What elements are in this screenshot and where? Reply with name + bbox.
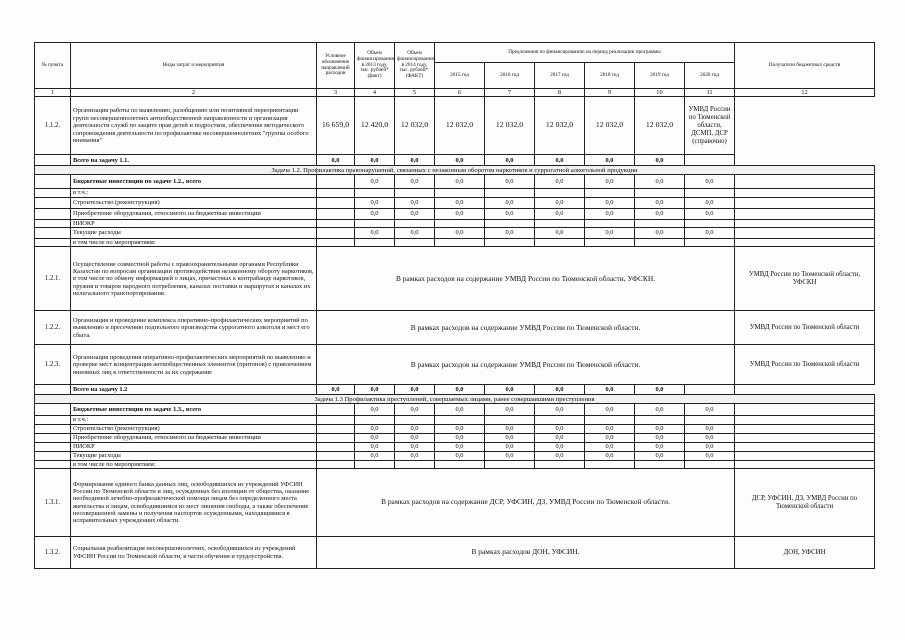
value-cell: 0,0: [635, 424, 685, 433]
invest-row-1-2: [35, 175, 875, 189]
value-cell: 0,0: [635, 433, 685, 442]
value-cell: 0,0: [485, 385, 535, 395]
index-cell: 4: [355, 89, 395, 97]
year-header: 2016 год: [485, 63, 535, 89]
invest-label: Бюджетные инвестиции по задаче 1.3., всего: [71, 404, 317, 416]
equipment-row-1-2: [35, 208, 875, 219]
value-cell: 0,0: [395, 228, 435, 239]
year-header: 2020 год: [685, 63, 735, 89]
niokr-label: НИОКР: [71, 219, 317, 227]
value-cell: 0,0: [585, 404, 635, 416]
value-cell: 0,0: [635, 197, 685, 208]
value-cell: 0,0: [395, 155, 435, 166]
row-text: Организация и проведение комплекса оперативно-профилактических мероприятий по выявлению и пресечению подпольного производства суррогатного алкоголя и мест его сбыта.: [71, 311, 317, 345]
table-row-1-2-3: [35, 345, 875, 385]
year-header: 2018 год: [585, 63, 635, 89]
table-row-1-1-2: [35, 97, 875, 155]
value-cell: 0,0: [355, 433, 395, 442]
value-cell: 0,0: [585, 228, 635, 239]
recipients-cell: ДСР, УФСИН, ДЗ, УМВД России по Тюменской области: [735, 469, 875, 537]
value-cell: 0,0: [585, 424, 635, 433]
value-cell: 0,0: [485, 197, 535, 208]
value-cell: 0,0: [535, 433, 585, 442]
span-note: В рамках расходов ДОН, УФСИН.: [317, 537, 735, 569]
value-cell: 0,0: [485, 155, 535, 166]
value-cell: 0,0: [395, 385, 435, 395]
table-row-1-3-1: [35, 469, 875, 537]
value-cell: 0,0: [355, 442, 395, 451]
value-cell: 0,0: [485, 208, 535, 219]
index-cell: 9: [585, 89, 635, 97]
value-cell: 0,0: [585, 175, 635, 189]
construction-row-1-2: [35, 197, 875, 208]
value-cell: 0,0: [395, 433, 435, 442]
value-cell: 0,0: [355, 228, 395, 239]
vtch-row-1-3: [35, 416, 875, 424]
col-name-header: Виды затрат и мероприятия: [71, 43, 317, 89]
value-cell: 0,0: [355, 155, 395, 166]
value-cell: 0,0: [395, 451, 435, 460]
value-cell: 0,0: [485, 433, 535, 442]
value-cell: 0,0: [435, 385, 485, 395]
recipients-cell: УМВД России по Тюменской области: [735, 311, 875, 345]
recipients-cell: УМВД России по Тюменской области, УФСКН: [735, 247, 875, 311]
value-cell: 0,0: [435, 175, 485, 189]
measures-row-1-2: [35, 239, 875, 247]
measures-row-1-3: [35, 460, 875, 468]
index-row: [35, 89, 875, 97]
header-row: [35, 43, 875, 63]
value-cell: 0,0: [685, 208, 735, 219]
recipients-cell: ДОН, УФСИН: [735, 537, 875, 569]
value-cell: 12 420,0: [355, 97, 395, 155]
span-note: В рамках расходов на содержание УМВД России по Тюменской области.: [317, 345, 735, 385]
value-cell: 0,0: [535, 175, 585, 189]
equipment-label: Приобретение оборудования, относимого на бюджетные инвестиции: [71, 208, 317, 219]
value-cell: 0,0: [355, 175, 395, 189]
row-number: 1.2.2.: [35, 311, 71, 345]
row-text: Осуществление совместной работы с правоохранительными органами Республики Казахстан по вопросам организации противодействия незаконному обороту наркотиков, в том числе по обмену информацией о лицах, причастных к контрабанде наркотиков, оружия и товаров народного потребления, каналах поставки и маршрутах и каналах их нелегального транспортирования.: [71, 247, 317, 311]
value-cell: 12 032,0: [435, 97, 485, 155]
span-note: В рамках расходов на содержание УМВД России по Тюменской области.: [317, 311, 735, 345]
col-recipients-header: Получатели бюджетных средств: [735, 43, 875, 89]
year-header: 2019 год: [635, 63, 685, 89]
index-cell: 5: [395, 89, 435, 97]
index-cell: 2: [71, 89, 317, 97]
value-cell: 0,0: [535, 197, 585, 208]
value-cell: 0,0: [435, 424, 485, 433]
value-cell: 0,0: [485, 451, 535, 460]
value-cell: 0,0: [435, 155, 485, 166]
value-cell: 0,0: [355, 424, 395, 433]
task-title: Задача 1.2. Профилактика правонарушений, связанных с незаконным оборотом наркотиков и суррогатной алкогольной продукции: [35, 166, 875, 175]
value-cell: 0,0: [685, 424, 735, 433]
value-cell: 0,0: [535, 155, 585, 166]
value-cell: 0,0: [485, 442, 535, 451]
row-text: Социальная реабилитация несовершеннолетних, освободившихся из учреждений УФСИН России по Тюменской области, в части обучения и трудоустройства.: [71, 537, 317, 569]
value-cell: 0,0: [395, 208, 435, 219]
current-label: Текущие расходы: [71, 228, 317, 239]
value-cell: 12 032,0: [485, 97, 535, 155]
row-number: 1.3.1.: [35, 469, 71, 537]
value-cell: 0,0: [535, 451, 585, 460]
value-cell: 0,0: [535, 404, 585, 416]
col-2013-header: Объем финансирования в 2013 году, тыс. рублей* (факт): [355, 43, 395, 89]
span-note: В рамках расходов на содержание УМВД России по Тюменской области, УФСКН.: [317, 247, 735, 311]
value-cell: 0,0: [685, 228, 735, 239]
index-cell: 8: [535, 89, 585, 97]
value-cell: 0,0: [317, 155, 355, 166]
value-cell: 0,0: [585, 155, 635, 166]
measures-label: в том числе по мероприятиям:: [71, 460, 317, 468]
value-cell: 0,0: [585, 385, 635, 395]
invest-row-1-3: [35, 404, 875, 416]
table-row-1-2-1: [35, 247, 875, 311]
value-cell: 0,0: [635, 451, 685, 460]
value-cell: 0,0: [685, 404, 735, 416]
vtch-row-1-2: [35, 189, 875, 197]
current-row-1-3: [35, 451, 875, 460]
value-cell: 0,0: [435, 208, 485, 219]
measures-label: в том числе по мероприятиям:: [71, 239, 317, 247]
value-cell: 0,0: [355, 385, 395, 395]
budget-table: [34, 42, 875, 569]
index-cell: 12: [735, 89, 875, 97]
value-cell: 0,0: [395, 197, 435, 208]
value-cell: 12 032,0: [585, 97, 635, 155]
value-cell: 0,0: [435, 197, 485, 208]
value-cell: 0,0: [435, 404, 485, 416]
value-cell: 0,0: [535, 424, 585, 433]
total-row-1-2: [35, 385, 875, 395]
span-note: В рамках расходов на содержание ДСР, УФСИН, ДЗ, УМВД России по Тюменской области.: [317, 469, 735, 537]
recipients-cell: УМВД России по Тюменской области: [735, 345, 875, 385]
index-cell: 11: [685, 89, 735, 97]
row-text: Организация проведения оперативно-профилактических мероприятий по выявлению и проверке мест концентрации антиобщественных элементов (притонов) с привлечением виновных лиц к ответственности за их содержание: [71, 345, 317, 385]
value-cell: 0,0: [435, 442, 485, 451]
value-cell: 12 032,0: [535, 97, 585, 155]
value-cell: 0,0: [355, 404, 395, 416]
value-cell: 0,0: [395, 442, 435, 451]
value-cell: 0,0: [355, 208, 395, 219]
year-header: 2015 год: [435, 63, 485, 89]
col-2014-header: Объем финансирования в 2014 году, тыс. рублей*. (ФАКТ): [395, 43, 435, 89]
vtch-label: в т.ч.:: [71, 189, 317, 197]
value-cell: 0,0: [485, 228, 535, 239]
value-cell: 0,0: [535, 442, 585, 451]
niokr-label: НИОКР: [71, 442, 317, 451]
value-cell: 0,0: [685, 175, 735, 189]
value-cell: 0,0: [585, 208, 635, 219]
recipients-cell: УМВД России по Тюменской области, ДСМП, ДСР (справочно): [685, 97, 735, 155]
total-row-1-1: [35, 155, 875, 166]
value-cell: 0,0: [585, 433, 635, 442]
value-cell: 0,0: [635, 228, 685, 239]
value-cell: 0,0: [685, 433, 735, 442]
value-cell: 0,0: [355, 451, 395, 460]
index-cell: 10: [635, 89, 685, 97]
construction-label: Строительство (реконструкция): [71, 424, 317, 433]
current-label: Текущие расходы: [71, 451, 317, 460]
col-num-header: № пункта: [35, 43, 71, 89]
value-cell: 0,0: [435, 433, 485, 442]
value-cell: 0,0: [685, 451, 735, 460]
equipment-label: Приобретение оборудования, относимого на бюджетные инвестиции: [71, 433, 317, 442]
index-cell: 7: [485, 89, 535, 97]
vtch-label: в т.ч.:: [71, 416, 317, 424]
value-cell: 0,0: [535, 228, 585, 239]
total-label: Всего на задачу 1.1.: [71, 155, 317, 166]
value-cell: 0,0: [535, 385, 585, 395]
col-code-header: Условное обозначение направлений расходов: [317, 43, 355, 89]
value-cell: 0,0: [635, 208, 685, 219]
value-cell: 0,0: [635, 404, 685, 416]
value-cell: 0,0: [485, 404, 535, 416]
value-cell: 0,0: [317, 385, 355, 395]
invest-label: Бюджетные инвестиции по задаче 1.2., всего: [71, 175, 317, 189]
construction-row-1-3: [35, 424, 875, 433]
equipment-row-1-3: [35, 433, 875, 442]
index-cell: 1: [35, 89, 71, 97]
row-number: 1.1.2.: [35, 97, 71, 155]
year-header: 2017 год: [535, 63, 585, 89]
row-number: 1.2.3.: [35, 345, 71, 385]
task-title: Задача 1.3 Профилактика преступлений, совершаемых лицами, ранее совершавшими преступления: [35, 395, 875, 404]
table-row-1-2-2: [35, 311, 875, 345]
task-heading-1-3: [35, 395, 875, 404]
index-cell: 3: [317, 89, 355, 97]
row-text: Формирование единого банка данных лиц, освободившихся из учреждений УФСИН России по Тюменской области и лиц, осужденных без изоляции от общества, оказание необходимой лечебно-профилактической помощи лицам без определенного места жительства и лицам, освободившимся из мест лишения свободы, а также обеспечение несовершенной замены и получения паспортов осужденными, находящимися в исправительных учреждениях области.: [71, 469, 317, 537]
value-cell: 12 032,0: [395, 97, 435, 155]
niokr-row-1-3: [35, 442, 875, 451]
value-cell: 0,0: [435, 228, 485, 239]
value-cell: 0,0: [635, 385, 685, 395]
value-cell: 0,0: [685, 442, 735, 451]
value-cell: 0,0: [535, 208, 585, 219]
col-group-header: Предложения по финансированию на период реализации программы: [435, 43, 735, 63]
current-row-1-2: [35, 228, 875, 239]
value-cell: 0,0: [685, 197, 735, 208]
value-cell: 16 659,0: [317, 97, 355, 155]
value-cell: 0,0: [485, 175, 535, 189]
task-heading-1-2: [35, 166, 875, 175]
value-cell: 0,0: [635, 175, 685, 189]
index-cell: 6: [435, 89, 485, 97]
value-cell: 0,0: [435, 451, 485, 460]
row-number: 1.2.1.: [35, 247, 71, 311]
table-row-1-3-2: [35, 537, 875, 569]
value-cell: 0,0: [395, 424, 435, 433]
value-cell: 0,0: [355, 197, 395, 208]
value-cell: 0,0: [585, 451, 635, 460]
row-number: 1.3.2.: [35, 537, 71, 569]
niokr-row-1-2: [35, 219, 875, 227]
value-cell: 0,0: [635, 442, 685, 451]
value-cell: 0,0: [585, 442, 635, 451]
value-cell: 0,0: [395, 404, 435, 416]
value-cell: 0,0: [395, 175, 435, 189]
construction-label: Строительство (реконструкция): [71, 197, 317, 208]
value-cell: 12 032,0: [635, 97, 685, 155]
value-cell: 0,0: [635, 155, 685, 166]
value-cell: 0,0: [585, 197, 635, 208]
total-label: Всего на задачу 1.2: [71, 385, 317, 395]
row-text: Организация работы по выявлению, разобщению или позитивной переориентации групп несовершеннолетних антиобщественной направленности и организация деятельности служб по защите прав детей и подростков, обеспечение методического сопровождения деятельности по профилактике несовершеннолетних "группы особого внимания": [71, 97, 317, 155]
value-cell: 0,0: [485, 424, 535, 433]
